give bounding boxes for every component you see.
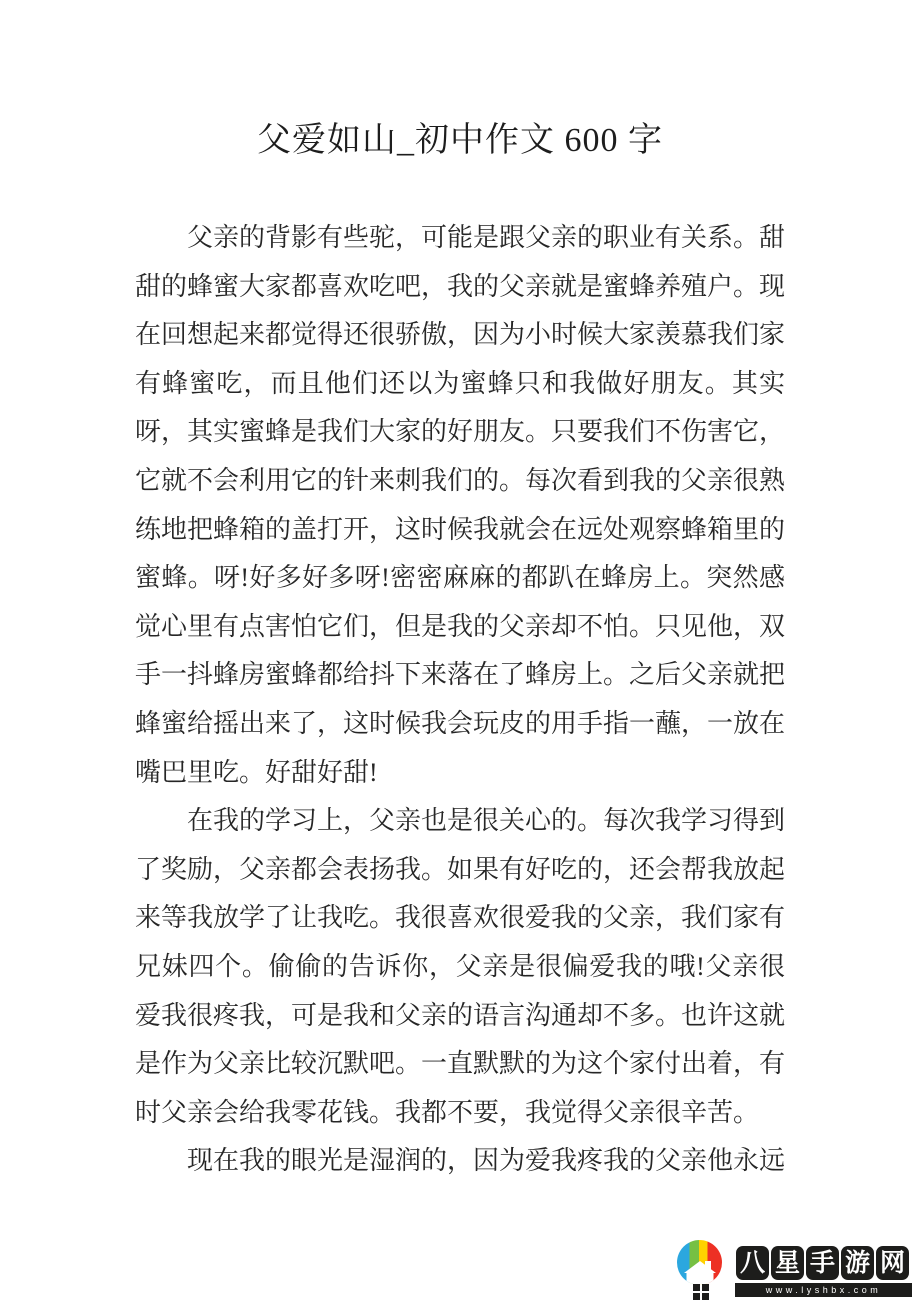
brand-char-block: 网 [876, 1246, 909, 1280]
window-pane [702, 1284, 709, 1291]
brand-char-block: 手 [806, 1246, 839, 1280]
window-pane [702, 1293, 709, 1300]
essay-paragraph: 父亲的背影有些驼，可能是跟父亲的职业有关系。甜甜的蜂蜜大家都喜欢吃吧，我的父亲就是蜜蜂养殖户。现在回想起来都觉得还很骄傲，因为小时候大家羡慕我们家有蜂蜜吃，而且他们还以为蜜蜂只和我做好朋友。其实呀，其实蜜蜂是我们大家的好朋友。只要我们不伤害它，它就不会利用它的针来刺我们的。每次看到我的父亲很熟练地把蜂箱的盖打开，这时候我就会在远处观察蜂箱里的蜜蜂。呀!好多好多呀!密密麻麻的都趴在蜂房上。突然感觉心里有点害怕它们，但是我的父亲却不怕。只见他，双手一抖蜂房蜜蜂都给抖下来落在了蜂房上。之后父亲就把蜂蜜给摇出来了，这时候我会玩皮的用手指一蘸，一放在嘴巴里吃。好甜好甜! [135, 223, 786, 787]
brand-char-block: 游 [841, 1246, 874, 1280]
brand-char-block: 八 [736, 1246, 769, 1280]
brand-name-blocks [736, 1246, 909, 1280]
essay-body [135, 214, 785, 1186]
page-title: 父爱如山_初中作文 600 字 [257, 122, 663, 159]
brand-char-block: 星 [771, 1246, 804, 1280]
essay-paragraph: 在我的学习上，父亲也是很关心的。每次我学习得到了奖励，父亲都会表扬我。如果有好吃的，还会帮我放起来等我放学了让我吃。我很喜欢很爱我的父亲，我们家有兄妹四个。偷偷的告诉你，父亲是很偏爱我的哦!父亲很爱我很疼我，可是我和父亲的语言沟通却不多。也许这就是作为父亲比较沉默吧。一直默默的为这个家付出着，有时父亲会给我零花钱。我都不要，我觉得父亲很辛苦。 [135, 806, 786, 1127]
window-pane [693, 1284, 700, 1291]
site-logo-house-icon [677, 1240, 722, 1285]
essay-paragraph: 现在我的眼光是湿润的，因为爱我疼我的父亲他永远 [187, 1146, 786, 1176]
site-url-text: www.lyshbx.com [735, 1283, 912, 1297]
window-pane [693, 1293, 700, 1300]
site-watermark [664, 1238, 916, 1302]
house-chimney-shape [705, 1261, 711, 1270]
window-grid-icon [693, 1284, 709, 1300]
